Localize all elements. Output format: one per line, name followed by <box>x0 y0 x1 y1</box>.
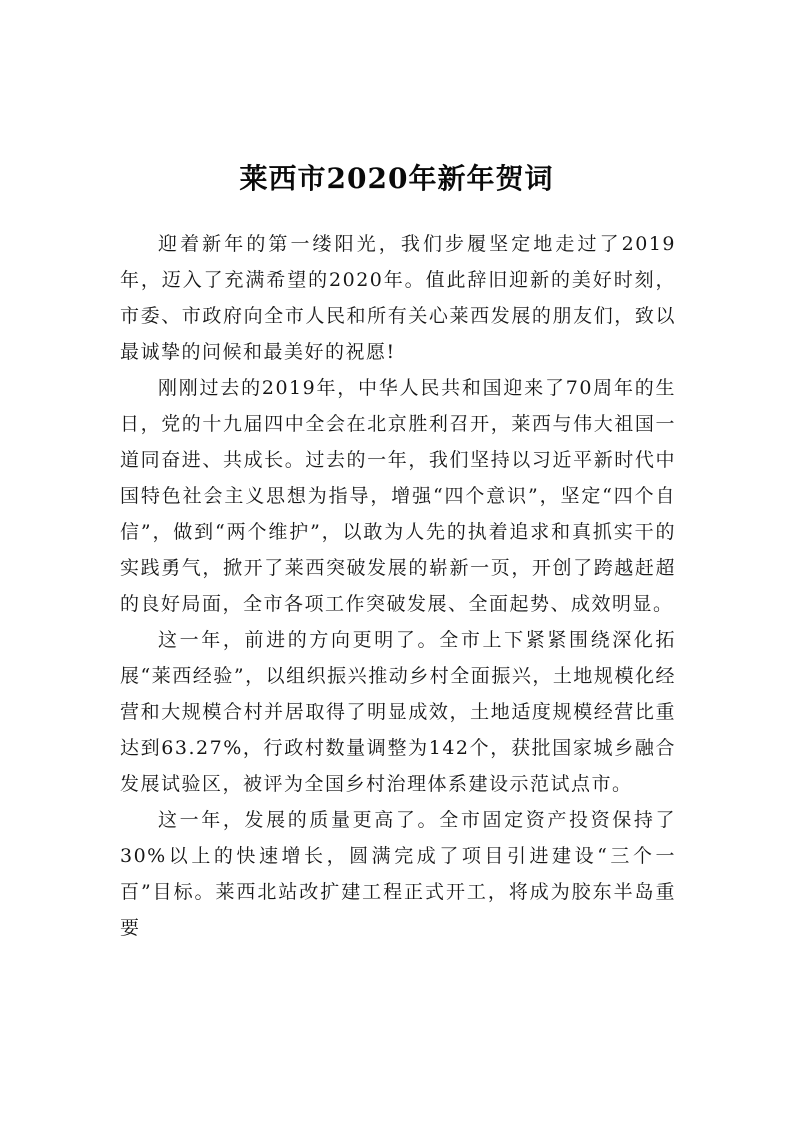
page-title: 莱西市2020年新年贺词 <box>239 161 554 195</box>
document-body <box>120 226 676 946</box>
paragraph-quality: 这一年，发展的质量更高了。全市固定资产投资保持了30%以上的快速增长，圆满完成了项目引进建设“三个一百”目标。莱西北站改扩建工程正式开工，将成为胶东半岛重要 <box>120 809 676 939</box>
paragraph-review-2019: 刚刚过去的2019年，中华人民共和国迎来了70周年的生日，党的十九届四中全会在北京胜利召开，莱西与伟大祖国一道同奋进、共成长。过去的一年，我们坚持以习近平新时代中国特色社会主义思想为指导，增强“四个意识”，坚定“四个自信”，做到“两个维护”，以敢为人先的执着追求和真抓实干的实践勇气，掀开了莱西突破发展的崭新一页，开创了跨越赶超的良好局面，全市各项工作突破发展、全面起势、成效明显。 <box>120 377 676 615</box>
paragraph-greeting: 迎着新年的第一缕阳光，我们步履坚定地走过了2019年，迈入了充满希望的2020年。值此辞旧迎新的美好时刻，市委、市政府向全市人民和所有关心莱西发展的朋友们，致以最诚挚的问候和最美好的祝愿! <box>120 233 676 363</box>
paragraph-direction: 这一年，前进的方向更明了。全市上下紧紧围绕深化拓展“莱西经验”，以组织振兴推动乡村全面振兴，土地规模化经营和大规模合村并居取得了明显成效，土地适度规模经营比重达到63.27%，行政村数量调整为142个，获批国家城乡融合发展试验区，被评为全国乡村治理体系建设示范试点市。 <box>120 629 676 795</box>
